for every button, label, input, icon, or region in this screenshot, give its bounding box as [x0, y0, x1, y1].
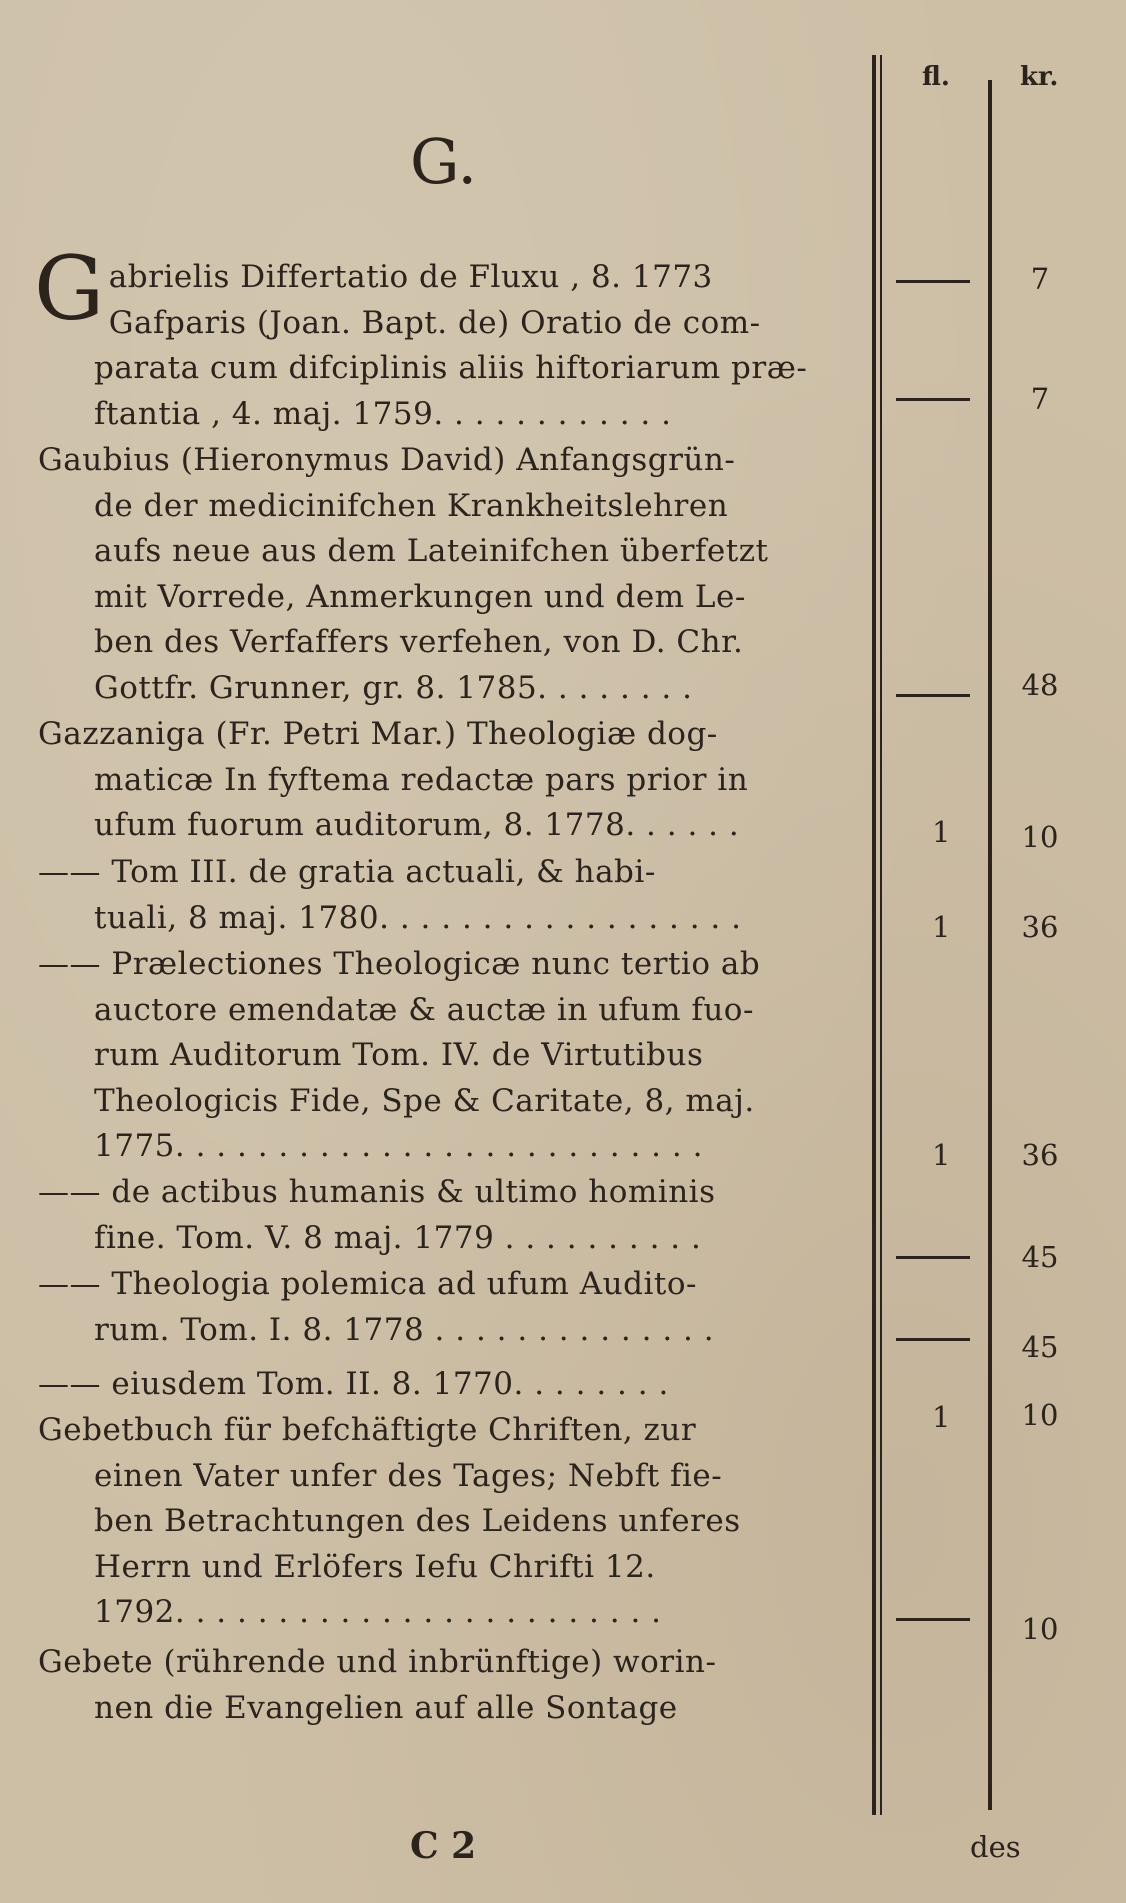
entry-line: rum. Tom. I. 8. 1778 . . . . . . . . . . . . . . — [94, 1311, 715, 1348]
price-kreuzer: 7 — [1030, 262, 1050, 296]
entry-line: Gazzaniga (Fr. Petri Mar.) Theologiæ dog- — [38, 716, 718, 752]
entry-gazzaniga-tom5 — [38, 1170, 878, 1261]
price-dash — [896, 694, 970, 697]
entry-line: Gebetbuch für befchäftigte Chriften, zur — [38, 1412, 697, 1448]
entry-line: de der medicinifchen Krankheitslehren — [94, 487, 729, 524]
price-florin: 1 — [932, 1400, 951, 1434]
entry-line: —— de actibus humanis & ultimo hominis — [38, 1174, 716, 1210]
price-kreuzer: 10 — [1021, 820, 1059, 854]
price-kreuzer: 48 — [1021, 668, 1059, 702]
entry-gazzaniga-tom3 — [38, 850, 878, 941]
entry-line: auctore emendatæ & auctæ in ufum fuo- — [94, 991, 754, 1028]
entry-line: ftantia , 4. maj. 1759. . . . . . . . . . . . — [94, 395, 672, 432]
entry-gazzaniga-praelectiones — [38, 942, 878, 1170]
column-header-florin: fl. — [922, 62, 950, 92]
entry-gabrielis — [34, 237, 878, 437]
entry-line: einen Vater unfer des Tages; Nebft fie- — [94, 1457, 723, 1494]
price-kreuzer: 7 — [1030, 382, 1050, 416]
entry-gebetbuch — [38, 1408, 878, 1636]
price-kreuzer: 10 — [1021, 1612, 1059, 1646]
entry-line: —— Prælectiones Theologicæ nunc tertio ab — [38, 946, 761, 982]
price-dash — [896, 398, 970, 401]
entry-gebete — [38, 1640, 878, 1731]
entry-line: nen die Evangelien auf alle Sontage — [94, 1689, 678, 1726]
entry-line: 1775. . . . . . . . . . . . . . . . . . . . . . . . . . — [94, 1128, 703, 1165]
entry-line: Gaubius (Hieronymus David) Anfangsgrün- — [38, 442, 736, 478]
section-letter: G. — [410, 125, 478, 198]
column-rule-right — [988, 80, 992, 1810]
price-dash — [896, 280, 970, 283]
price-florin: 1 — [932, 1138, 951, 1172]
entry-gazzaniga — [38, 712, 878, 849]
entry-line: Gottfr. Grunner, gr. 8. 1785. . . . . . . . — [94, 669, 693, 706]
entry-line: parata cum difciplinis aliis hiftoriarum præ- — [94, 350, 808, 387]
entry-line: —— eiusdem Tom. II. 8. 1770. . . . . . . . — [38, 1366, 669, 1402]
column-rule-left-inner — [880, 55, 882, 1815]
entry-line: aufs neue aus dem Lateinifchen überfetzt — [94, 533, 769, 570]
price-florin: 1 — [932, 815, 951, 849]
price-kreuzer: 36 — [1021, 1138, 1059, 1172]
entry-line: rum Auditorum Tom. IV. de Virtutibus — [94, 1037, 704, 1074]
price-florin: 1 — [932, 910, 951, 944]
entry-line: Gebete (rührende und inbrünftige) worin- — [38, 1644, 717, 1680]
entry-gaubius — [38, 438, 878, 712]
price-kreuzer: 36 — [1021, 910, 1059, 944]
entry-line: Theologicis Fide, Spe & Caritate, 8, maj. — [94, 1082, 755, 1119]
entry-line: —— Theologia polemica ad ufum Audito- — [38, 1266, 697, 1302]
drop-cap: G — [34, 237, 105, 340]
catchword: des — [970, 1830, 1021, 1864]
entry-line: ufum fuorum auditorum, 8. 1778. . . . . . — [94, 807, 740, 844]
entry-theologia-polemica — [38, 1262, 878, 1353]
entry-line: —— Tom III. de gratia actuali, & habi- — [38, 854, 656, 890]
price-dash — [896, 1338, 970, 1341]
price-kreuzer: 10 — [1021, 1398, 1059, 1432]
price-kreuzer: 45 — [1021, 1240, 1059, 1274]
entry-line: maticæ In fyftema redactæ pars prior in — [94, 761, 749, 798]
entry-line: Gafparis (Joan. Bapt. de) Oratio de com- — [108, 304, 761, 341]
signature-mark: C 2 — [410, 1825, 477, 1867]
entry-line: ben des Verfaffers verfehen, von D. Chr. — [94, 624, 744, 661]
column-header-kreuzer: kr. — [1020, 62, 1059, 92]
entry-line: ben Betrachtungen des Leidens unferes — [94, 1503, 741, 1540]
price-dash — [896, 1618, 970, 1621]
entry-line: abrielis Differtatio de Fluxu , 8. 1773 — [108, 259, 713, 295]
price-dash — [896, 1256, 970, 1259]
entry-line: tuali, 8 maj. 1780. . . . . . . . . . . . . . . . . . — [94, 899, 742, 936]
entry-line: fine. Tom. V. 8 maj. 1779 . . . . . . . . . . — [94, 1219, 702, 1256]
entry-line: Herrn und Erlöfers Iefu Chrifti 12. — [94, 1548, 656, 1585]
entry-eiusdem-tom2 — [38, 1362, 878, 1408]
price-kreuzer: 45 — [1021, 1330, 1059, 1364]
entry-line: mit Vorrede, Anmerkungen und dem Le- — [94, 578, 746, 615]
entry-line: 1792. . . . . . . . . . . . . . . . . . . . . . . . — [94, 1594, 662, 1631]
